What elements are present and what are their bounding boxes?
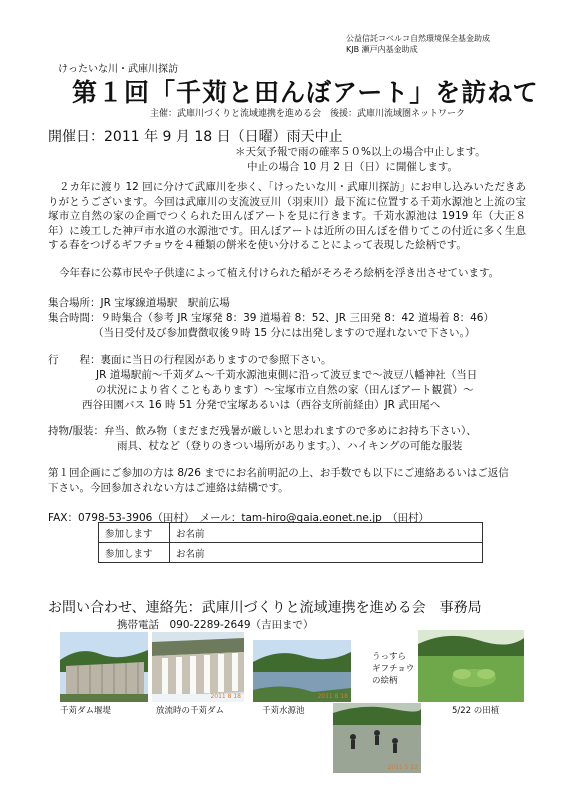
attend-label: 参加します — [99, 523, 170, 543]
attend-label: 参加します — [99, 543, 170, 563]
page-title: 第１回「千苅と田んぼアート」を訪ねて — [72, 78, 539, 107]
series-subtitle: けったいな川・武庫川探訪 — [58, 64, 178, 75]
name-field[interactable]: お名前 — [170, 543, 483, 563]
registration-table — [98, 522, 483, 563]
caption-dam-embankment: 千苅ダム堰堤 — [60, 706, 112, 716]
rice-art-photo — [418, 630, 524, 702]
dam-embankment-image — [60, 632, 148, 702]
intro-paragraph: ２カ年に渡り 12 回に分けて武庫川を歩く、「けったいな川・武庫川探訪」にお申し込みいただきありがとうございます。今回は武庫川の支流波豆川（羽束川）最下流に位置する千苅水源池と上流の宝塚市立自然の家の企画でつくられた田んぼアートを見に行きます。千苅水源池は 1919 年（大正８年）に竣工した神戸市水道の水源池です。田んぼアートは近所の田んぼを借りてこの付近に多く生息する春をつげるギフチョウを４種類の餅米を使い分けることによって表現した絵柄です。 — [48, 181, 526, 251]
caption-rice-planting: 5/22 の田植 — [452, 706, 500, 716]
rain-note-2: 中止の場合 10 月 2 日（日）に開催します。 — [247, 161, 459, 173]
rice-planting-photo — [333, 703, 421, 773]
dam-release-photo — [152, 632, 244, 702]
rain-note-1: ＊天気予報で雨の確率５０%以上の場合中止します。 — [235, 146, 486, 158]
contact-heading: お問い合わせ、連絡先：武庫川づくりと流域連携を進める会 事務局 — [48, 600, 482, 616]
sponsor-block — [346, 33, 536, 55]
items-line-2: 雨具、杖など（登りのきつい場所があります。）、ハイキングの可能な服装 — [117, 440, 463, 452]
fax-email-line: FAX：0798-53-3906（田村） メール：tam-hiro@gaia.eonet.ne.jp （田村） — [48, 512, 430, 524]
meeting-time: 集合時間：９時集合（参考 JR 宝塚発 8：39 道場着 8：52、JR 三田発 8：42 道場着 8：46） — [48, 312, 494, 324]
items-line-1: 持物/服装：弁当、飲み物（まだまだ残暑が厳しいと思われますので多めにお持ち下さい）、 — [48, 425, 477, 437]
sponsor-line-2: KJB 瀬戸内基金助成 — [346, 45, 418, 54]
itinerary-line-2: の状況により省くこともあります）〜宝塚市立自然の家（田んぼアート観賞）〜 — [96, 384, 474, 396]
notice-line-1: 第１回企画にご参加の方は 8/26 までにお名前明記の上、お手数でも以下にご連絡あるいはご返信 — [48, 467, 509, 479]
dam-release-image — [152, 632, 244, 702]
registration-row — [99, 543, 483, 563]
registration-row — [99, 523, 483, 543]
caption-faint-line-3: の絵柄 — [372, 676, 398, 686]
event-date: 開催日：2011 年 9 月 18 日（日曜）雨天中止 — [48, 129, 343, 145]
photo-datestamp: 2011 5 22 — [387, 764, 418, 771]
reservoir-photo — [253, 640, 351, 702]
meeting-time-note: （当日受付及び参加費徴収後９時 15 分には出発しますので遅れないで下さい。） — [93, 327, 476, 339]
dam-embankment-photo — [60, 632, 148, 702]
rice-planting-image — [333, 703, 421, 773]
caption-reservoir: 千苅水源池 — [262, 706, 305, 716]
contact-phone: 携帯電話 090-2289-2649（吉田まで） — [117, 619, 314, 631]
photo-datestamp: 2011 8 18 — [210, 693, 241, 700]
meeting-place: 集合場所：JR 宝塚線道場駅 駅前広場 — [48, 297, 230, 309]
caption-faint-line-1: うっすら — [372, 652, 407, 662]
intro-paragraph-2: 今年春に公募市民や子供達によって植え付けられた稲がそろそろ絵柄を浮き出させています。 — [59, 267, 500, 279]
organizers-line: 主催：武庫川づくりと流域連携を進める会 後援：武庫川流域圏ネットワーク — [150, 109, 466, 119]
caption-dam-release: 放流時の千苅ダム — [156, 706, 225, 716]
notice-line-2: 下さい。今回参加されない方はご連絡は結構です。 — [48, 482, 289, 494]
name-field[interactable]: お名前 — [170, 523, 483, 543]
itinerary-label: 行 程：裏面に当日の行程図がありますので参照下さい。 — [48, 354, 332, 366]
itinerary-line-1: JR 道場駅前〜千苅ダム〜千苅水源池東側に沿って波豆まで〜波豆八幡神社（当日 — [96, 369, 478, 381]
rain-notes — [235, 145, 486, 175]
photo-datestamp: 2011 8 18 — [317, 693, 348, 700]
caption-faint-line-2: ギフチョウ — [372, 664, 415, 674]
rice-art-image — [418, 630, 524, 702]
sponsor-line-1: 公益信託コベルコ自然環境保全基金助成 — [346, 34, 490, 43]
itinerary-line-3: 西谷田園バス 16 時 51 分発で宝塚あるいは（西谷支所前経由）JR 武田尾へ — [82, 399, 441, 411]
